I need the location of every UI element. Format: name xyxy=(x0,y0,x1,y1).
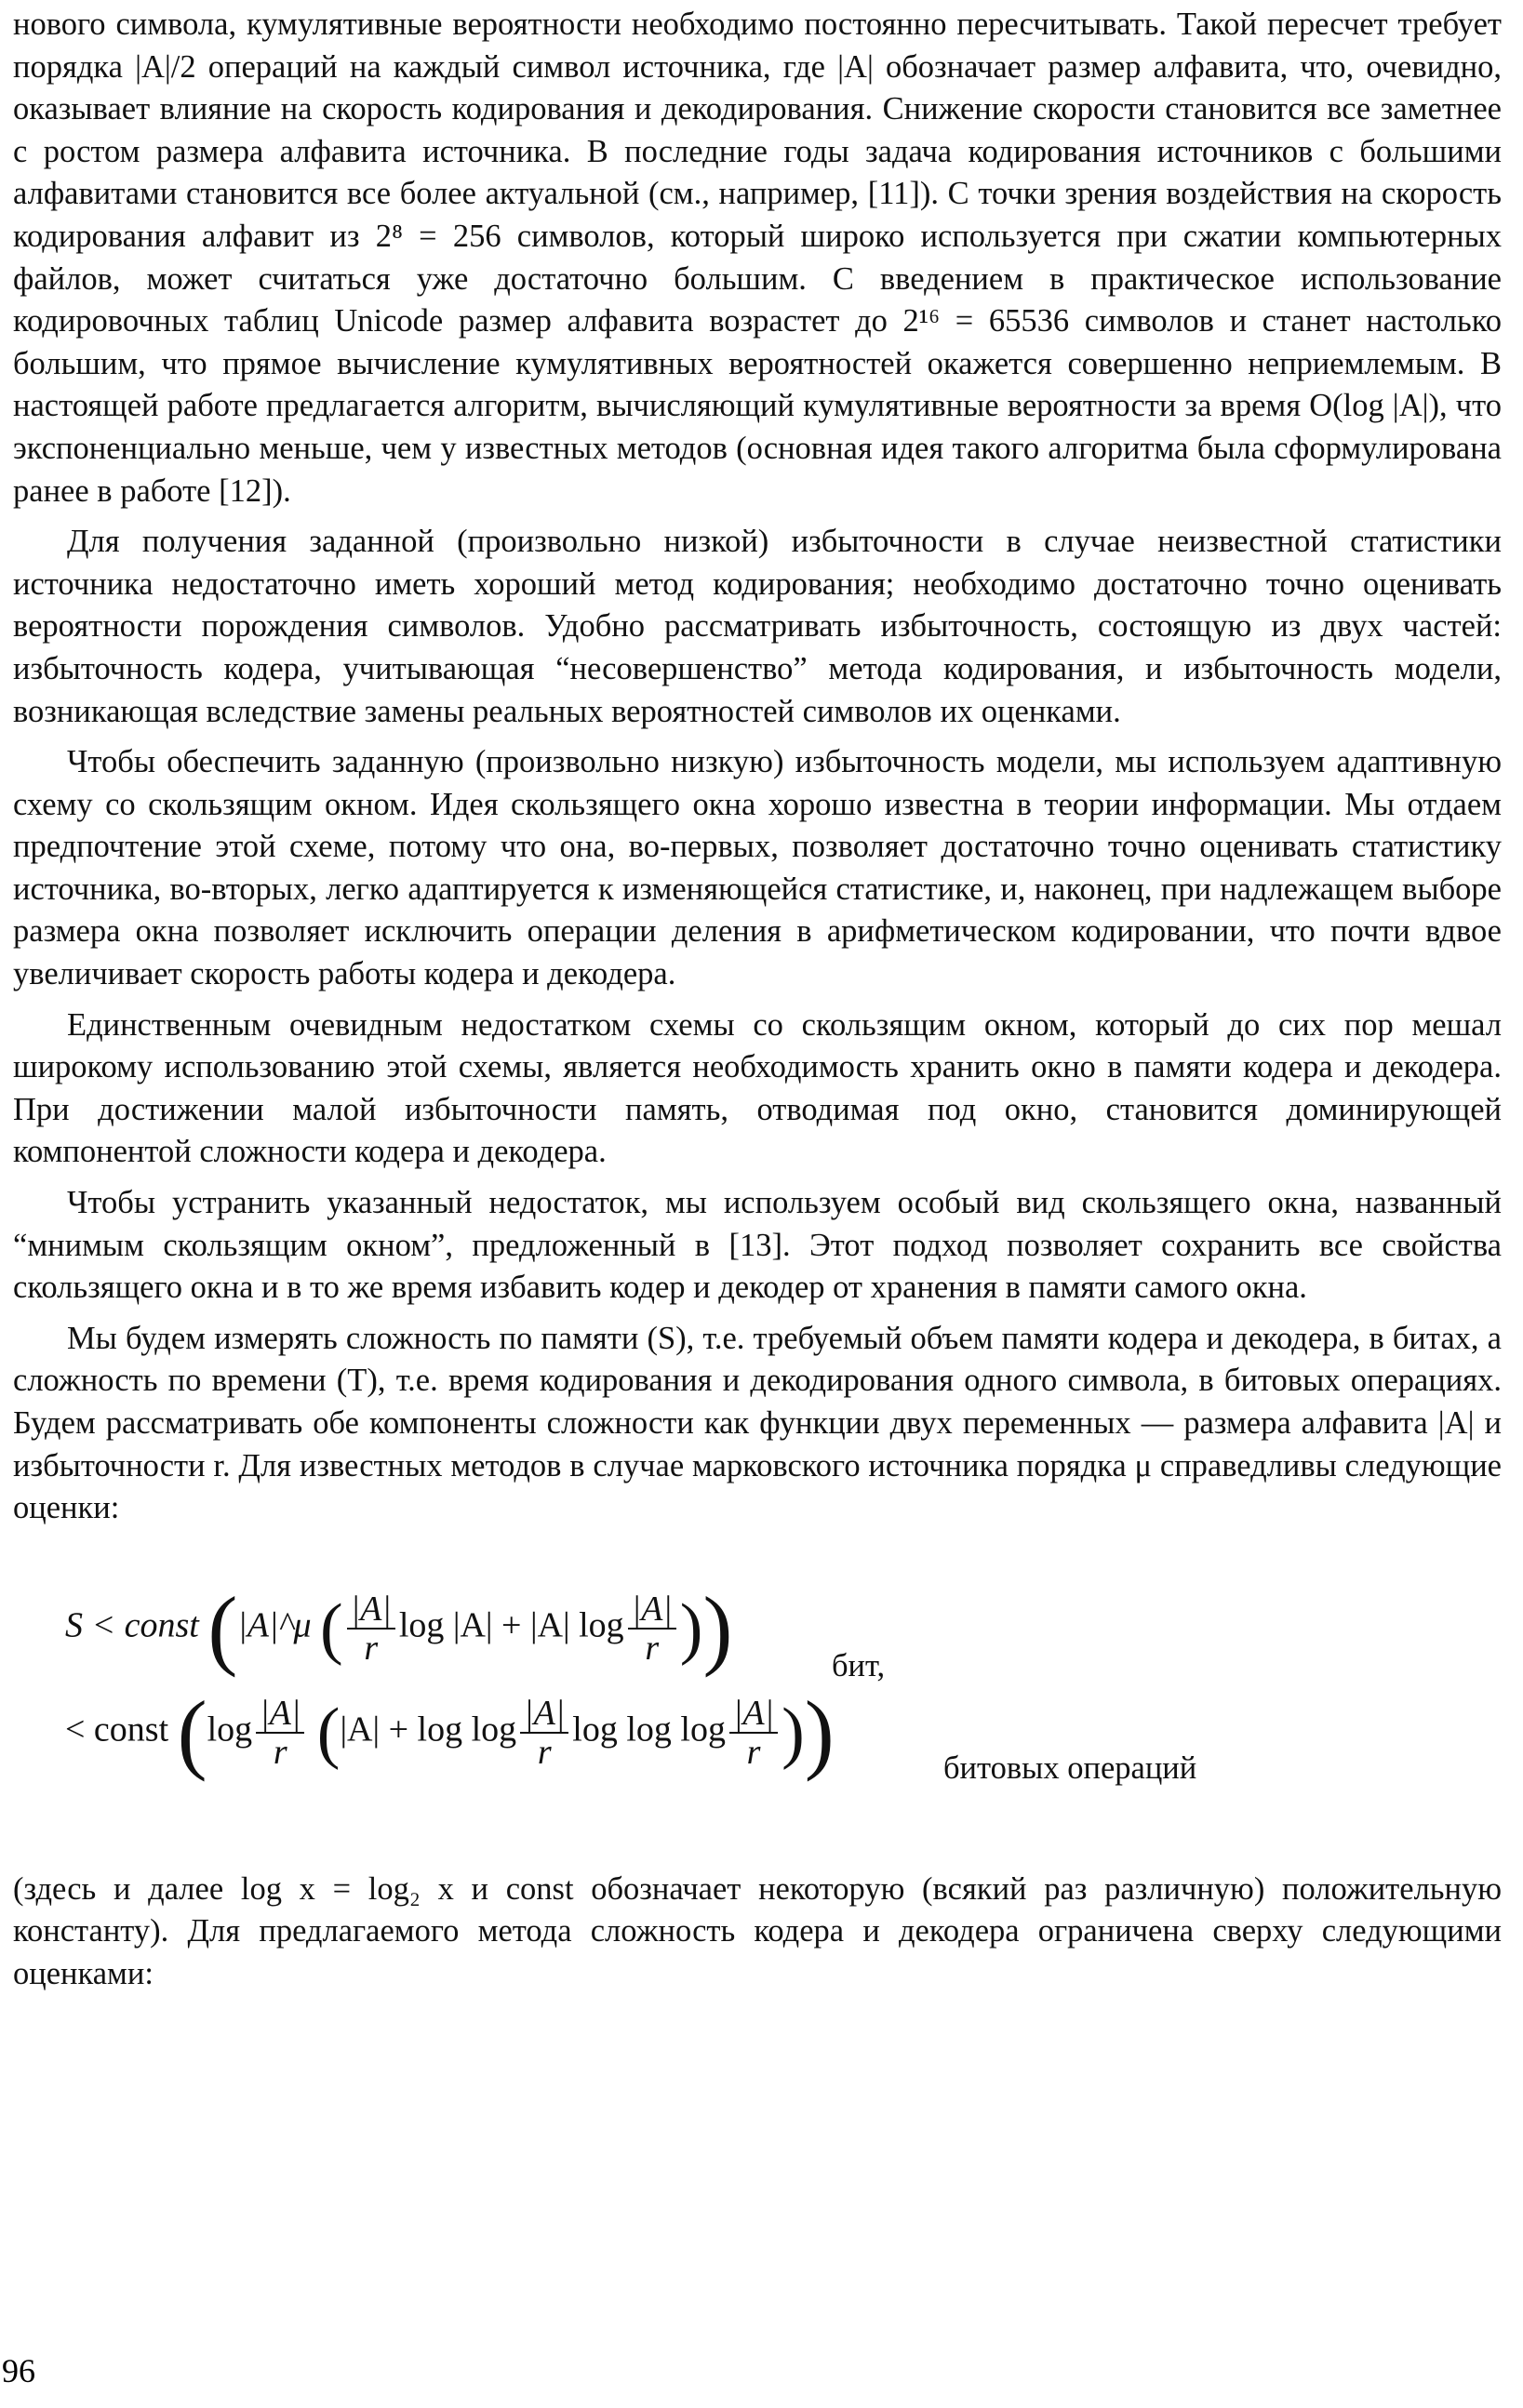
paren-open: ( xyxy=(177,1682,207,1782)
fraction: $\frac{|A|}{r}$ xyxy=(628,1590,676,1667)
page-body xyxy=(13,4,1502,1996)
paragraph-2: Для получения заданной (произвольно низкой) избыточности в случае неизвестной статистики источника недостаточно иметь хороший метод кодирования; необходимо достаточно точно оценивать вероятности порождения символов. Удобно рассматривать избыточность, состоящую из двух частей: избыточность кодера, учитывающая “несовершенство” метода кодирования, и избыточность модели, возникающая вследствие замены реальных вероятностей символов их оценками. xyxy=(13,524,1502,729)
paragraph-4: Единственным очевидным недостатком схемы со скользящим окном, который до сих пор мешал широкому использованию этой схемы, является необходимость хранить окно в памяти кодера и декодера. При достижении малой избыточности память, отводимая под окно, становится доминирующей компонентой сложности кодера и декодера. xyxy=(13,1006,1502,1170)
fraction: $\frac{|A|}{r}$ xyxy=(520,1695,568,1771)
paragraph-3: Чтобы обеспечить заданную (произвольно низкую) избыточность модели, мы используем адаптивную схему со скользящим окном. Идея скользящего окна хорошо известна в теории информации. Мы отдаем предпочтение этой схеме, потому что она, во-первых, позволяет достаточно точно оценивать статистику источника, во-вторых, легко адаптируется к изменяющейся статистике, и, наконец, при надлежащем выборе размера окна позволяет исключить операции деления в арифметическом кодировании, что почти вдвое увеличивает скорость работы кодера и декодера. xyxy=(13,744,1502,992)
eq-t-A: |A| + log log xyxy=(340,1710,517,1749)
equation-memory xyxy=(65,1577,733,1678)
paren-close: ) xyxy=(679,1590,703,1667)
fraction: $\frac{|A|}{r}$ xyxy=(347,1590,395,1667)
page-number: 96 xyxy=(2,2352,35,2389)
complexity-equations xyxy=(13,1549,1502,1856)
paren-close: ) xyxy=(782,1694,805,1771)
eq-t-loglog: log log log xyxy=(572,1710,726,1749)
eq-s-log: log |A| + |A| log xyxy=(398,1605,624,1645)
eq-t-log: log xyxy=(207,1710,253,1749)
paragraph-1: нового символа, кумулятивные вероятности необходимо постоянно пересчитывать. Такой пересчет требует порядка |A|/2 операций на каждый символ источника, где |A| обозначает размер алфавита, что, очевидно, оказывает влияние на скорость кодирования и декодирования. Снижение скорости становится все заметнее с ростом размера алфавита источника. В последние годы задача кодирования источников с большими алфавитами становится все более актуальной (см., например, [11]). С точки зрения воздействия на скорость кодирования алфавит из 2⁸ = 256 символов, который широко используется при сжатии компьютерных файлов, может считаться уже достаточно большим. С введением в практическое использование кодировочных таблиц Unicode размер алфавита возрастет до 2¹⁶ = 65536 символов и станет настолько большим, что прямое вычисление кумулятивных вероятностей окажется совершенно неприемлемым. В настоящей работе предлагается алгоритм, вычисляющий кумулятивные вероятности за время O(log |A|), что экспоненциально меньше, чем у известных методов (основная идея такого алгоритма была сформулирована ранее в работе [12]). xyxy=(13,7,1502,509)
paragraph-after-equations: (здесь и далее log x = log₂ x и const обозначает некоторую (всякий раз различную) положительную константу). Для предлагаемого метода сложность кодера и декодера ограничена сверху следующими оценками: xyxy=(13,1870,1502,1991)
paren-open: ( xyxy=(316,1694,341,1771)
paren-open: ( xyxy=(320,1590,343,1667)
paragraph-6: Мы будем измерять сложность по памяти (S), т.е. требуемый объем памяти кодера и декодера, в битах, а сложность по времени (T), т.е. время кодирования и декодирования одного символа, в битовых операциях. Будем рассматривать обе компоненты сложности как функции двух переменных — размера алфавита |A| и избыточности r. Для известных методов в случае марковского источника порядка μ справедливы следующие оценки: xyxy=(13,1320,1502,1526)
fraction: $\frac{|A|}{r}$ xyxy=(729,1695,778,1771)
equation-time xyxy=(65,1682,835,1782)
fraction: $\frac{|A|}{r}$ xyxy=(256,1695,304,1771)
paren-open: ( xyxy=(207,1577,238,1678)
eq-s-lhs: S < const xyxy=(65,1605,199,1645)
paragraph-5: Чтобы устранить указанный недостаток, мы используем особый вид скользящего окна, названный “мнимым скользящим окном”, предложенный в [13]. Этот подход позволяет сохранить все свойства скользящего окна и в то же время избавить кодер и декодер от хранения в памяти самого окна. xyxy=(13,1185,1502,1306)
eq-t-lhs: < const xyxy=(65,1710,169,1749)
eq-s-A-mu: |A|^μ xyxy=(237,1605,312,1645)
paren-close: ) xyxy=(804,1682,835,1782)
unit-bits: бит, xyxy=(832,1647,886,1683)
unit-bit-operations: битовых операций xyxy=(943,1749,1197,1786)
paren-close: ) xyxy=(702,1577,733,1678)
